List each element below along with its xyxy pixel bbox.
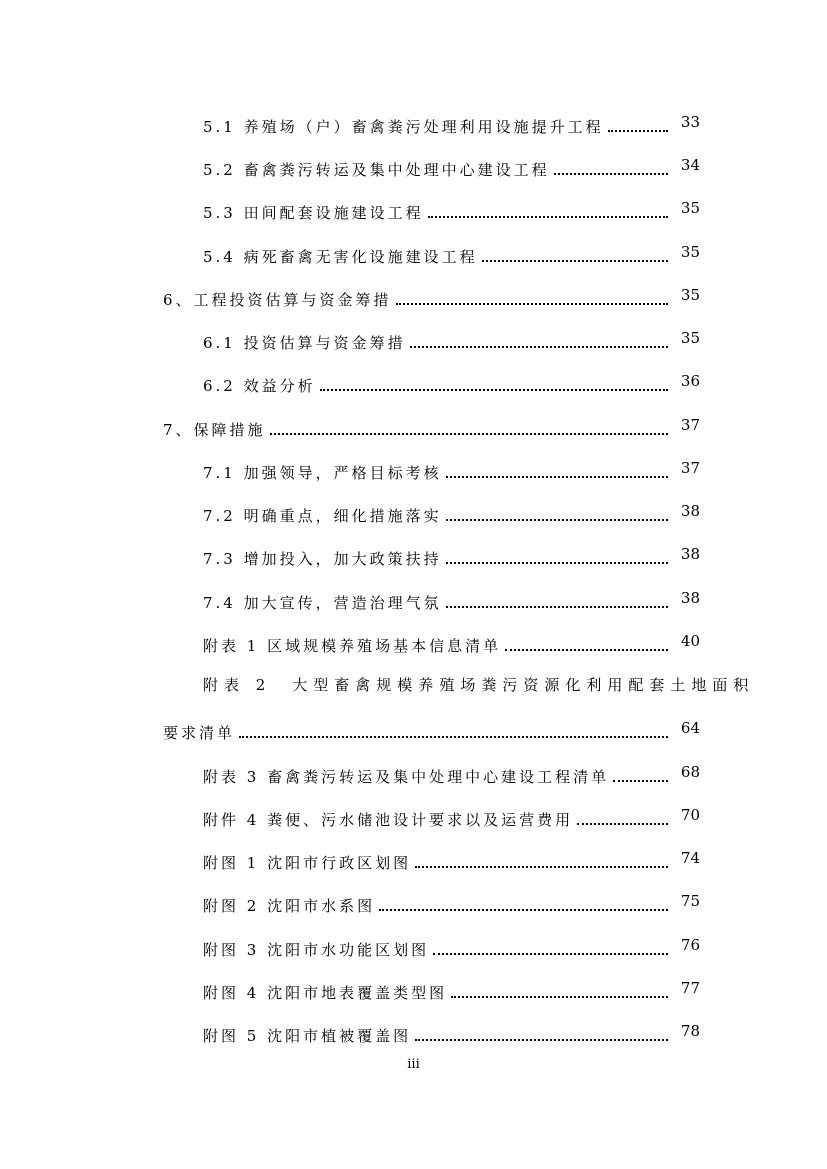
toc-leader-dots bbox=[379, 909, 668, 911]
toc-leader-dots bbox=[428, 216, 668, 218]
toc-leader-dots bbox=[608, 130, 668, 132]
toc-leader-dots bbox=[451, 996, 668, 998]
toc-entry-title-line1[interactable]: 附表 2 大型畜禽规模养殖场粪污资源化利用配套土地面积 bbox=[203, 676, 755, 694]
toc-entry-title: 7.3 增加投入，加大政策扶持 bbox=[203, 550, 442, 568]
toc-leader-dots bbox=[396, 303, 668, 305]
toc-entry-title: 7.2 明确重点，细化措施落实 bbox=[203, 507, 442, 525]
toc-entry-page: 37 bbox=[680, 416, 700, 434]
toc-leader-dots bbox=[415, 1039, 668, 1041]
toc-leader-dots bbox=[270, 433, 668, 435]
toc-entry-title: 附表 3 畜禽粪污转运及集中处理中心建设工程清单 bbox=[203, 768, 610, 786]
toc-entry[interactable] bbox=[0, 1016, 827, 1046]
toc-entry-title: 6.1 投资估算与资金筹措 bbox=[203, 334, 406, 352]
toc-entry[interactable] bbox=[0, 453, 827, 483]
toc-entry[interactable] bbox=[0, 366, 827, 396]
toc-leader-dots bbox=[613, 780, 668, 782]
toc-entry-title-line2: 要求清单 bbox=[163, 724, 236, 742]
toc-leader-dots bbox=[446, 606, 668, 608]
toc-entry[interactable] bbox=[0, 150, 827, 180]
toc-entry[interactable] bbox=[0, 583, 827, 613]
toc-entry[interactable] bbox=[0, 410, 827, 440]
toc-leader-dots bbox=[433, 953, 668, 955]
toc-entry[interactable] bbox=[0, 973, 827, 1003]
toc-leader-dots bbox=[446, 519, 668, 521]
toc-entry[interactable] bbox=[0, 626, 827, 656]
toc-entry-page: 35 bbox=[680, 199, 700, 217]
toc-entry[interactable] bbox=[0, 496, 827, 526]
toc-entry-page: 35 bbox=[680, 286, 700, 304]
toc-leader-dots bbox=[505, 649, 668, 651]
toc-entry-page: 36 bbox=[680, 372, 700, 390]
toc-entry[interactable] bbox=[0, 843, 827, 873]
toc-entry[interactable] bbox=[0, 800, 827, 830]
toc-entry-page: 70 bbox=[680, 806, 700, 824]
toc-entry-title: 5.2 畜禽粪污转运及集中处理中心建设工程 bbox=[203, 161, 550, 179]
toc-entry-title: 5.4 病死畜禽无害化设施建设工程 bbox=[203, 248, 478, 266]
toc-entry-page: 33 bbox=[680, 113, 700, 131]
toc-entry-page: 35 bbox=[680, 243, 700, 261]
toc-entry-page: 38 bbox=[680, 545, 700, 563]
toc-entry-page: 74 bbox=[680, 849, 700, 867]
toc-entry[interactable] bbox=[0, 323, 827, 353]
toc-entry-title: 附图 1 沈阳市行政区划图 bbox=[203, 854, 412, 872]
toc-leader-dots bbox=[320, 389, 668, 391]
toc-entry-page: 40 bbox=[680, 632, 700, 650]
toc-entry[interactable] bbox=[0, 280, 827, 310]
toc-entry-page: 37 bbox=[680, 459, 700, 477]
toc-leader-dots bbox=[415, 866, 668, 868]
toc-entry-title: 7.4 加大宣传，营造治理气氛 bbox=[203, 594, 442, 612]
toc-entry-title: 5.3 田间配套设施建设工程 bbox=[203, 204, 424, 222]
toc-entry-page: 38 bbox=[680, 502, 700, 520]
toc-entry[interactable] bbox=[0, 539, 827, 569]
toc-leader-dots bbox=[554, 173, 668, 175]
toc-entry-page: 38 bbox=[680, 589, 700, 607]
toc-entry-page: 76 bbox=[680, 936, 700, 954]
toc-entry-page: 78 bbox=[680, 1022, 700, 1040]
toc-entry-title: 6、工程投资估算与资金筹措 bbox=[163, 291, 392, 309]
toc-entry-title: 7、保障措施 bbox=[163, 421, 266, 439]
toc-entry-page: 75 bbox=[680, 892, 700, 910]
toc-leader-dots bbox=[446, 562, 668, 564]
toc-entry-title: 附图 4 沈阳市地表覆盖类型图 bbox=[203, 984, 448, 1002]
toc-entry-title: 5.1 养殖场（户）畜禽粪污处理利用设施提升工程 bbox=[203, 118, 604, 136]
toc-leader-dots bbox=[239, 736, 668, 738]
toc-entry-title: 附图 5 沈阳市植被覆盖图 bbox=[203, 1027, 412, 1045]
toc-entry[interactable] bbox=[0, 713, 827, 743]
toc-entry-title: 附件 4 粪便、污水储池设计要求以及运营费用 bbox=[203, 811, 574, 829]
toc-entry[interactable] bbox=[0, 886, 827, 916]
page-number: iii bbox=[407, 1057, 420, 1072]
toc-entry-page: 68 bbox=[680, 763, 700, 781]
toc-entry[interactable] bbox=[0, 757, 827, 787]
toc-entry-page: 34 bbox=[680, 156, 700, 174]
toc-entry-page: 64 bbox=[680, 719, 700, 737]
toc-entry[interactable] bbox=[0, 193, 827, 223]
toc-leader-dots bbox=[482, 260, 668, 262]
toc-leader-dots bbox=[410, 346, 668, 348]
toc-entry[interactable] bbox=[0, 107, 827, 137]
toc-entry[interactable] bbox=[0, 237, 827, 267]
toc-entry-title: 6.2 效益分析 bbox=[203, 377, 316, 395]
toc-entry[interactable] bbox=[0, 930, 827, 960]
toc-entry-page: 77 bbox=[680, 979, 700, 997]
toc-leader-dots bbox=[446, 476, 668, 478]
toc-leader-dots bbox=[577, 823, 668, 825]
toc-entry-title: 附表 1 区域规模养殖场基本信息清单 bbox=[203, 637, 502, 655]
toc-entry-page: 35 bbox=[680, 329, 700, 347]
toc-entry-title: 附图 3 沈阳市水功能区划图 bbox=[203, 941, 430, 959]
toc-entry-title: 7.1 加强领导，严格目标考核 bbox=[203, 464, 442, 482]
toc-entry-title: 附图 2 沈阳市水系图 bbox=[203, 897, 376, 915]
